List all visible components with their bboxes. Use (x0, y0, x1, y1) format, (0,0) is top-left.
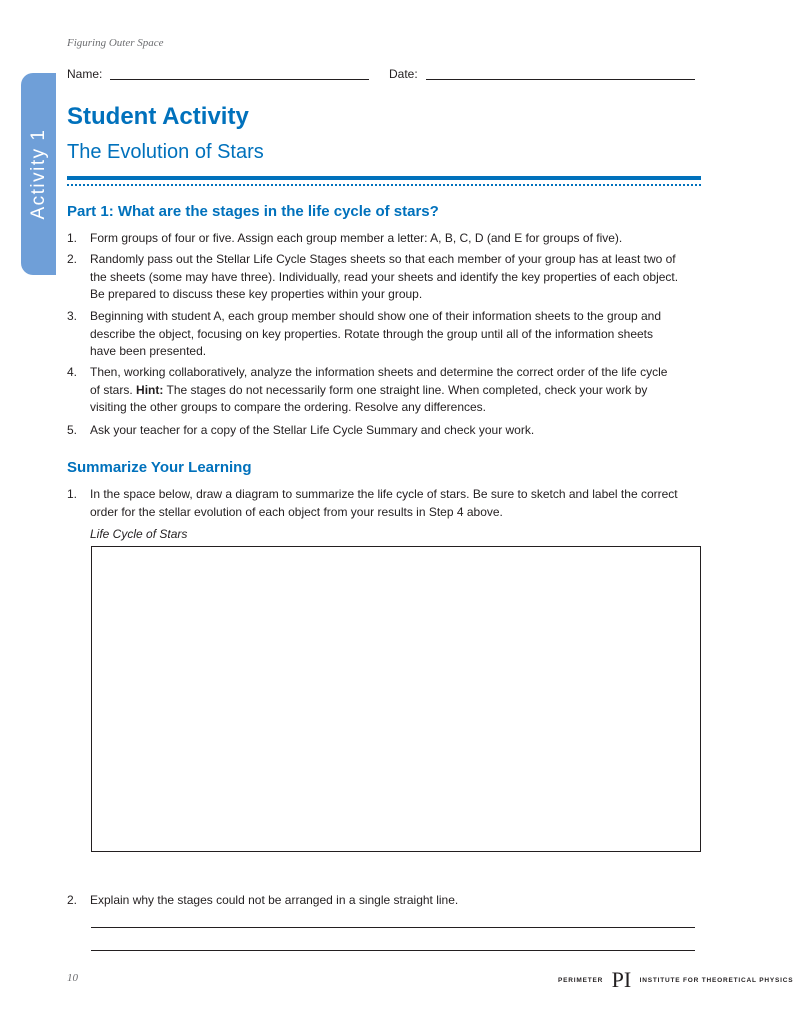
part1-step-1 (67, 230, 701, 248)
logo-left-text: PERIMETER (558, 976, 604, 984)
step-number: 4. (67, 365, 78, 379)
page-subtitle: The Evolution of Stars (67, 141, 264, 163)
step-number: 1. (67, 487, 78, 501)
institute-logo (558, 967, 793, 993)
step-text: In the space below, draw a diagram to summarize the life cycle of stars. Be sure to sketch and label the correct order for the stellar evolution of each object from your results in Step 4 above. (90, 487, 678, 519)
name-field[interactable] (110, 79, 369, 80)
step-text-before: Then, working collaboratively, analyze the information sheets and determine the correct order of the life cycle of stars. (90, 365, 668, 397)
date-label: Date: (389, 67, 418, 81)
diagram-caption: Life Cycle of Stars (90, 527, 188, 541)
part1-step-3 (67, 308, 701, 361)
step-number: 2. (67, 252, 78, 266)
step-text: Form groups of four or five. Assign each group member a letter: A, B, C, D (and E for groups of five). (90, 231, 623, 245)
step-number: 1. (67, 231, 78, 245)
part1-step-5 (67, 422, 701, 440)
part1-step-4 (67, 364, 701, 417)
logo-right-text: INSTITUTE FOR THEORETICAL PHYSICS (639, 976, 793, 984)
activity-side-tab (21, 73, 56, 275)
step-number: 2. (67, 893, 78, 907)
diagram-drawing-area[interactable] (91, 546, 701, 852)
step-number: 3. (67, 309, 78, 323)
page-number: 10 (67, 972, 78, 984)
hint-label: Hint: (136, 382, 164, 397)
pi-logo-icon: PI (611, 967, 632, 992)
running-header: Figuring Outer Space (67, 37, 164, 49)
step-text: Randomly pass out the Stellar Life Cycle Stages sheets so that each member of your group has at least two of the sheets (some may have three). Individually, read your sheets and identify the key properties of each object. Be prepared to discuss these key properties within your group. (90, 252, 679, 301)
answer-line[interactable] (91, 927, 695, 928)
step-text: Ask your teacher for a copy of the Stellar Life Cycle Summary and check your work. (90, 423, 535, 437)
step-text (90, 364, 680, 417)
title-rule (67, 176, 701, 180)
answer-line[interactable] (91, 950, 695, 951)
step-text-after: The stages do not necessarily form one straight line. When completed, check your work by visiting the other groups to compare the ordering. Resolve any differences. (90, 382, 648, 414)
step-text: Beginning with student A, each group member should show one of their information sheets to the group and describe the object, focusing on key properties. Rotate through the group until all of the information sheets have been presented. (90, 309, 662, 358)
summarize-step-2 (67, 892, 701, 910)
part1-heading: Part 1: What are the stages in the life cycle of stars? (67, 203, 439, 220)
step-text: Explain why the stages could not be arranged in a single straight line. (90, 893, 459, 907)
summarize-heading: Summarize Your Learning (67, 459, 252, 476)
page-title: Student Activity (67, 103, 249, 130)
title-dotted-rule (67, 184, 701, 186)
name-label: Name: (67, 67, 103, 81)
summarize-step-1 (67, 486, 701, 521)
part1-step-2 (67, 251, 701, 304)
date-field[interactable] (426, 79, 695, 80)
step-number: 5. (67, 423, 78, 437)
side-tab-label: Activity 1 (28, 128, 49, 220)
